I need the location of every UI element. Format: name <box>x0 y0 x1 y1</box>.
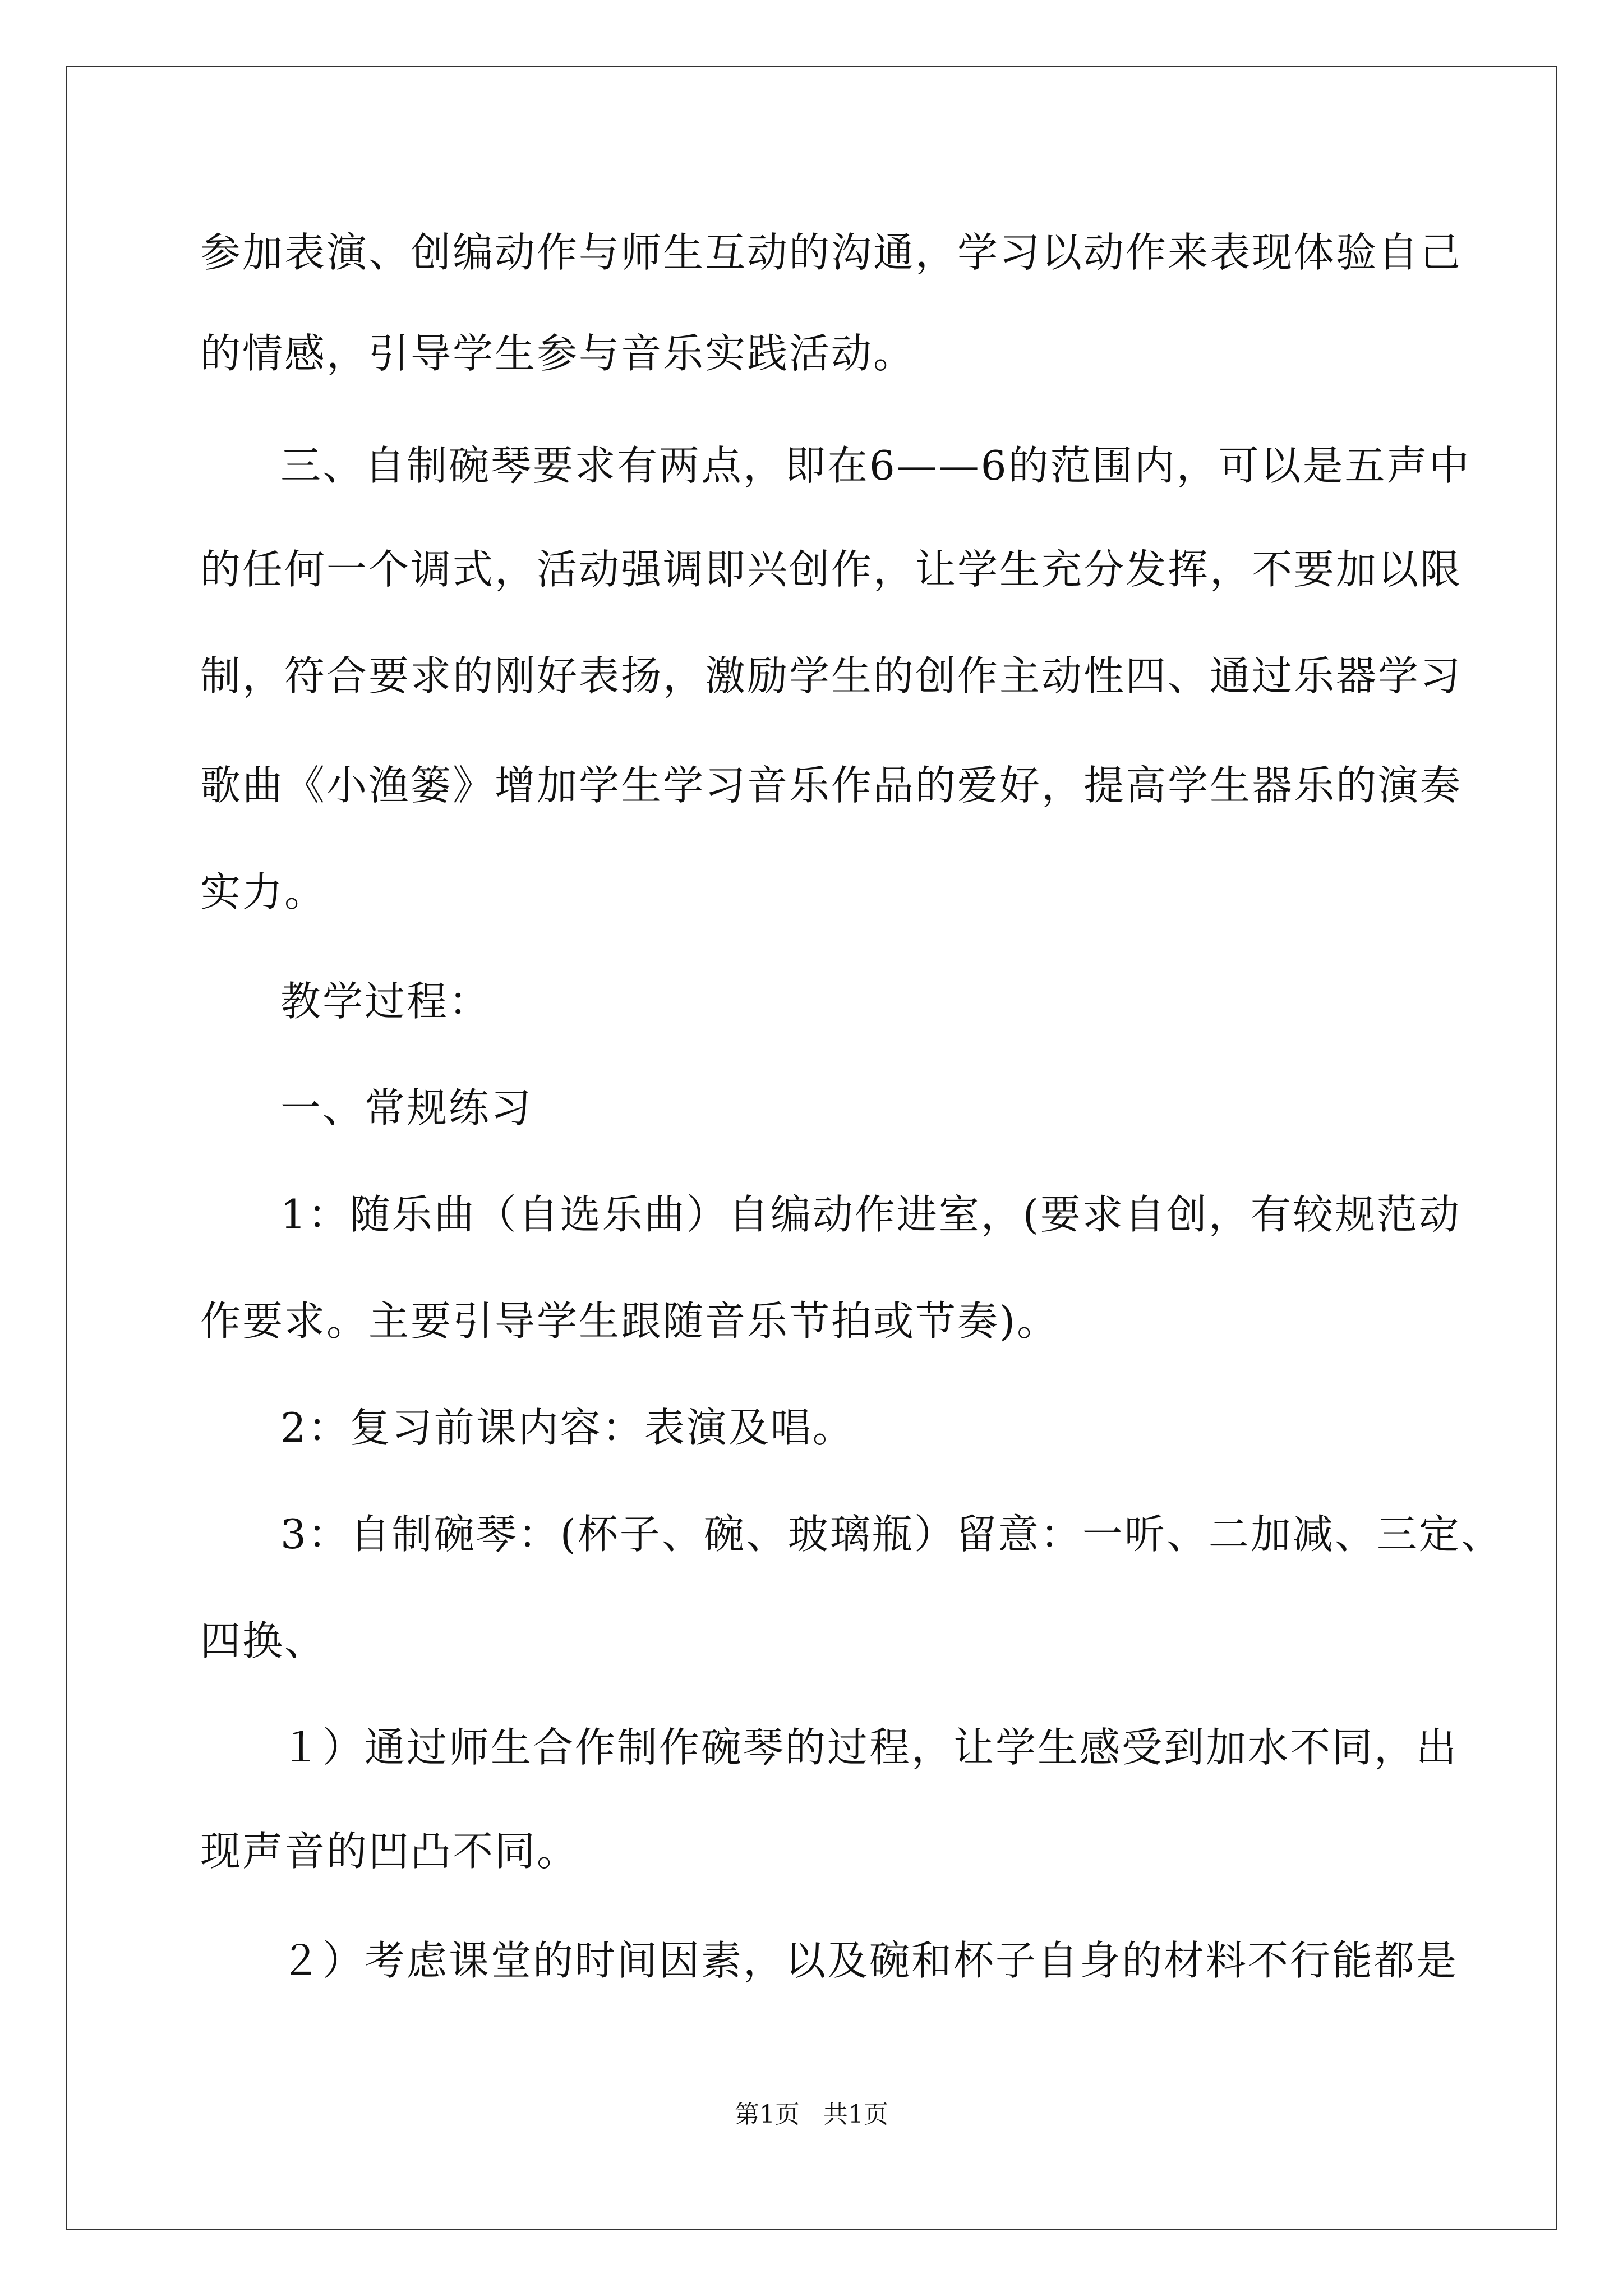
text-line: 作要求。主要引导学生跟随音乐节拍或节奏)。 <box>200 1297 1059 1345</box>
text-line: １）通过师生合作制作碗琴的过程，让学生感受到加水不同，出 <box>280 1724 1459 1771</box>
text-line: 实力。 <box>200 868 327 915</box>
text-line: 现声音的凹凸不同。 <box>200 1828 579 1875</box>
text-line: 教学过程： <box>280 978 491 1025</box>
text-line: 3：自制碗琴：(杯子、碗、玻璃瓶）留意：一听、二加减、三定、 <box>280 1511 1503 1558</box>
page-border <box>66 66 1557 2230</box>
page-footer: 第1页 共1页 <box>735 2100 888 2129</box>
text-line: 制，符合要求的刚好表扬，激励学生的创作主动性四、通过乐器学习 <box>200 652 1463 700</box>
text-line: 歌曲《小渔篓》增加学生学习音乐作品的爱好，提高学生器乐的演奏 <box>200 762 1463 809</box>
text-line: 一、常规练习 <box>280 1084 533 1131</box>
text-line: 1：随乐曲（自选乐曲）自编动作进室，(要求自创，有较规范动 <box>280 1191 1461 1238</box>
text-line: 的任何一个调式，活动强调即兴创作，让学生充分发挥，不要加以限 <box>200 546 1463 593</box>
text-line: 四换、 <box>200 1617 327 1664</box>
text-line: ２）考虑课堂的时间因素，以及碗和杯子自身的材料不行能都是 <box>280 1937 1459 1984</box>
text-line: 三、自制碗琴要求有两点，即在6——6的范围内，可以是五声中 <box>280 442 1471 489</box>
text-line: 的情感，引导学生参与音乐实践活动。 <box>200 330 916 377</box>
text-line: 参加表演、创编动作与师生互动的沟通，学习以动作来表现体验自己 <box>200 229 1463 276</box>
text-line: 2：复习前课内容：表演及唱。 <box>280 1404 855 1451</box>
